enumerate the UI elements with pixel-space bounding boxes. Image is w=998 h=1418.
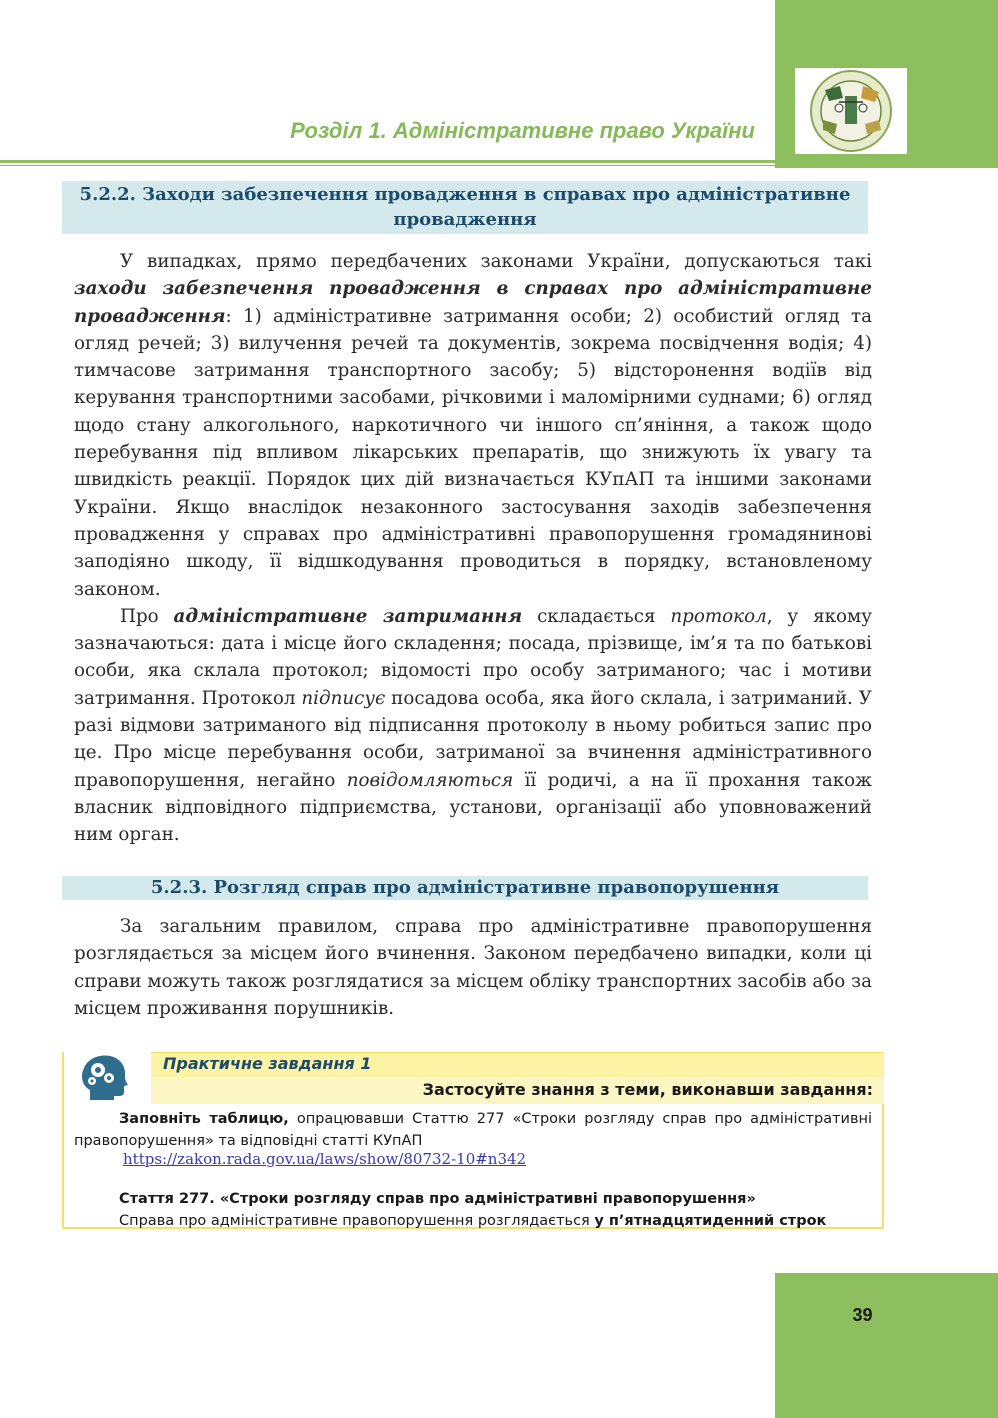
- zakon-link[interactable]: https://zakon.rada.gov.ua/laws/show/80732-10#n342: [123, 1150, 527, 1168]
- article-title: Стаття 277. «Строки розгляду справ про адміністративні правопорушення»: [119, 1191, 756, 1207]
- header-divider-thin: [0, 165, 775, 166]
- head-gears-icon: [76, 1052, 130, 1102]
- paragraph-review: За загальним правилом, справа про адміністративне правопорушення розглядається за місцем його вчинення. Законом передбачено випадки, коли ці справи можуть також розглядатися за місцем обліку транспортних засобів або за місцем проживання порушників.: [74, 916, 872, 1019]
- task-title: Практичне завдання 1: [163, 1054, 372, 1073]
- emphasis-term: адміністративне затримання: [173, 605, 523, 627]
- paragraph-measures: У випадках, прямо передбачених законами України, допускаються такі заходи забезпечення провадження в справах про адміністративне провадження: 1) адміністративне затримання особи; 2) особистий огляд та огляд речей; 3) вилучення речей та документів, зокрема посвідчення водія; 4) тимчасове затримання транспортного засобу; 5) відсторонення водіїв від керування транспортними засобами, річковими і маломірними суднами; 6) огляд щодо стану алкогольного, наркотичного чи іншого сп’яніння, а також щодо перебування під впливом лікарських препаратів, що знижують їх увагу та швидкість реакції. Порядок цих дій визначається КУпАП та іншими законами України. Якщо внаслідок незаконного застосування заходів забезпечення провадження у справах про адміністративні правопорушення громадянинові заподіяно шкоду, її відшкодування проводиться в порядку, встановленому законом. Про адміністративне затримання складається протокол, у якому зазначаються: дата і місце його складення; посада, прізвище, ім’я та по батькові особи, яка склала протокол; відомості про особу затриманого; час і мотиви затримання. Протокол підписує посадова особа, яка його склала, і затриманий. У разі відмови затриманого від підписання протоколу в ньому робиться запис про це. Про місце перебування особи, затриманої за вчинення адміністративного правопорушення, негайно повідомляються її родичі, а на її прохання також власник відповідного підприємства, установи, організації або уповноважений ним орган.: [74, 251, 873, 846]
- task-instruction: Заповніть таблицю, опрацювавши Статтю 277 «Строки розгляду справ про адміністративні правопорушення» та відповідні статті КУпАП: [74, 1111, 872, 1149]
- header-divider: [0, 160, 775, 163]
- heading-5-2-2: 5.2.2. Заходи забезпечення провадження в справах про адміністративне провадження: [62, 181, 868, 234]
- emphasis-term: заходи забезпечення провадження в справах про адміністративне провадження: [74, 278, 872, 327]
- footer-green-block: [775, 1273, 998, 1418]
- section-title: Розділ 1. Адміністративне право України: [290, 118, 755, 143]
- article-text: Справа про адміністративне правопорушення розглядається у п’ятнадцятиденний строк: [119, 1213, 827, 1229]
- emblem-logo: [795, 68, 907, 154]
- page-number: 39: [852, 1305, 873, 1325]
- task-subtitle: Застосуйте знання з теми, виконавши завдання:: [422, 1080, 873, 1099]
- heading-5-2-3: 5.2.3. Розгляд справ про адміністративне правопорушення: [62, 876, 868, 900]
